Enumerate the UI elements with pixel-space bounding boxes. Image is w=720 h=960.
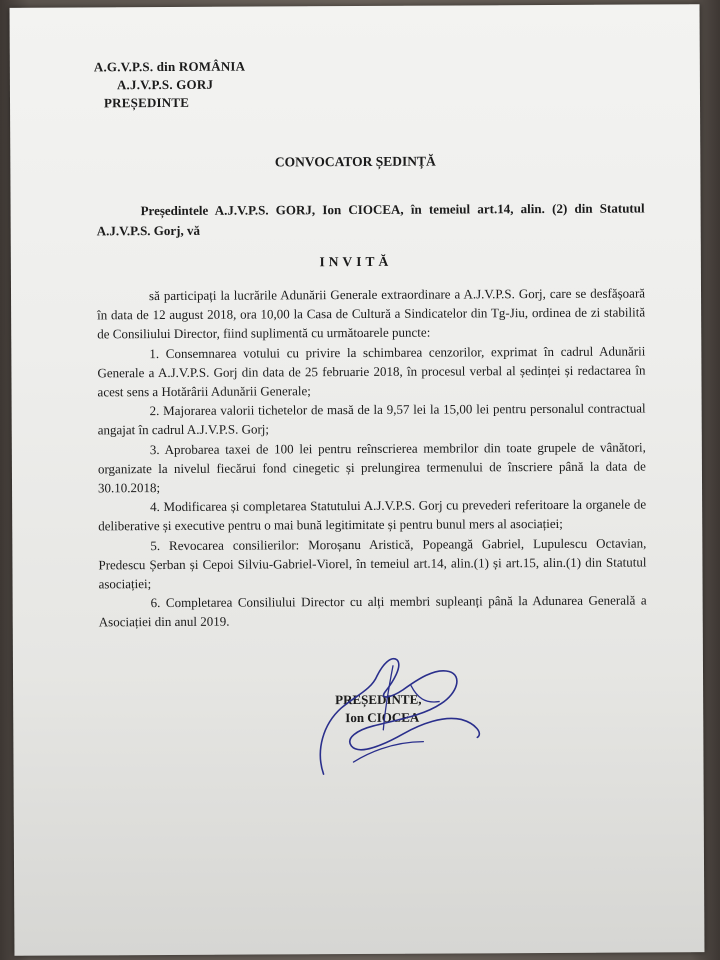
agenda-item: 2. Majorarea valorii tichetelor de masă de la 9,57 lei la 15,00 lei pentru personalul contractual angajat în cadrul A.J.V.P.S. Gorj; — [97, 400, 646, 438]
document-page — [10, 4, 705, 956]
invite-heading: INVITĂ — [319, 253, 393, 270]
intro-paragraph: Președintele A.J.V.P.S. GORJ, Ion CIOCEA, în temeiul art.14, alin. (2) din Statutul A.J.V.P.S. Gorj, vă — [96, 200, 645, 239]
agenda-item: 1. Consemnarea votului cu privire la schimbarea cenzorilor, exprimat în cadrul Adunării Generale a A.J.V.P.S. Gorj din data de 25 februarie 2018, în procesul verbal al ședinței și redactarea în acest sens a Hotărârii Adunării Generale; — [97, 343, 646, 400]
agenda-item: 4. Modificarea și completarea Statutului A.J.V.P.S. Gorj cu prevederi referitoare la organele de deliberative și executive pentru o mai bună legitimitate și pentru bunul mers al asociației; — [98, 496, 647, 534]
agenda-body — [97, 283, 647, 632]
handwritten-signature — [293, 645, 494, 786]
document-title: CONVOCATOR ȘEDINȚĂ — [274, 153, 436, 170]
header-branch: A.J.V.P.S. GORJ — [116, 76, 214, 93]
signature-name: Ion CIOCEA — [345, 709, 420, 726]
agenda-item: 3. Aprobarea taxei de 100 lei pentru reînscrierea membrilor din toate grupele de vânători, organizate la nivelul fiecărui fond cinegetic și prelungirea termenului de înscriere până la data de 30.10.2018; — [97, 439, 646, 496]
header-organization: A.G.V.P.S. din ROMÂNIA — [93, 58, 246, 75]
agenda-intro-paragraph: să participați la lucrările Adunării Generale extraordinare a A.J.V.P.S. Gorj, care se desfășoară în data de 12 august 2018, ora 10,00 la Casa de Cultură a Sindicatelor din Tg-Jiu, ordinea de zi stabilită de Consiliului Director, fiind suplimentă cu următoarele puncte: — [97, 285, 646, 342]
header-role: PREȘEDINTE — [103, 94, 190, 111]
agenda-item: 5. Revocarea consilierilor: Moroșanu Aristică, Popeangă Gabriel, Lupulescu Octavian, Predescu Șerban și Cepoi Silviu-Gabriel-Viorel, în temeiul art.14, alin.(1) și art.15, alin.(1) din Statutul asociației; — [98, 535, 647, 592]
signature-block — [293, 645, 494, 786]
signature-title: PREȘEDINTE, — [335, 691, 422, 708]
agenda-item: 6. Completarea Consiliului Director cu alți membri supleanți până la Adunarea Generală a Asociației din anul 2019. — [98, 592, 647, 630]
